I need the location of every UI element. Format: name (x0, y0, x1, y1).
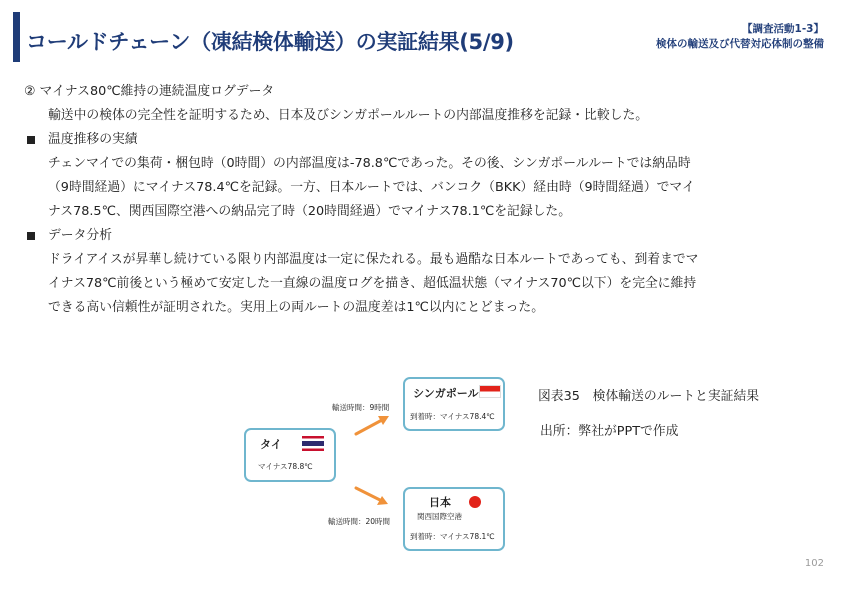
intro-text: 輸送中の検体の完全性を証明するため、日本及びシンガポールルートの内部温度推移を記録・比較した。 (48, 108, 649, 123)
arrow-to-singapore (356, 416, 389, 434)
japan-arrival: 到着時：マイナス78.1℃ (410, 532, 495, 541)
title-accent-bar (13, 12, 20, 62)
japan-airport: 関西国際空港 (417, 512, 462, 521)
section-tag (656, 22, 824, 52)
japan-label: 日本 (429, 496, 451, 509)
figure-caption: 図表35 検体輸送のルートと実証結果 (538, 389, 760, 404)
bullet-line: チェンマイでの集荷・梱包時（0時間）の内部温度は-78.8℃であった。その後、シンガポールルートでは納品時 (48, 156, 691, 171)
bullet-heading: 温度推移の実績 (24, 128, 824, 152)
singapore-transit-time: 輸送時間：9時間 (332, 403, 390, 412)
thailand-flag-icon (302, 436, 324, 451)
section-tag-line1: 【調査活動1-3】 (742, 23, 824, 35)
japan-transit-time: 輸送時間：20時間 (328, 517, 391, 526)
bullet-line: （9時間経過）にマイナス78.4℃を記録。一方、日本ルートでは、バンコク（BKK）経由時（9時間経過）でマイ (48, 180, 695, 195)
page-title: コールドチェーン（凍結検体輸送）の実証結果(5/9) (26, 30, 514, 54)
section-heading: ② マイナス80℃維持の連続温度ログデータ (24, 84, 275, 99)
singapore-arrival: 到着時：マイナス78.4℃ (410, 412, 495, 421)
bullet-line: できる高い信頼性が証明された。実用上の両ルートの温度差は1℃以内にとどまった。 (48, 300, 544, 315)
singapore-label: シンガポール (413, 387, 479, 400)
bullet-heading: データ分析 (24, 224, 824, 248)
thailand-box (244, 428, 336, 482)
bullet-line: ナス78.5℃、関西国際空港への納品完了時（20時間経過）でマイナス78.1℃を記録した。 (48, 204, 572, 219)
thailand-temp: マイナス78.8℃ (258, 462, 313, 471)
singapore-box (403, 377, 505, 431)
arrow-to-japan (356, 488, 388, 505)
bullet-line: ドライアイスが昇華し続けている限り内部温度は一定に保たれる。最も過酷な日本ルートであっても、到着までマ (48, 252, 699, 267)
body-text (24, 80, 824, 320)
japan-flag-icon (469, 496, 481, 508)
japan-box (403, 487, 505, 551)
section-tag-line2: 検体の輸送及び代替対応体制の整備 (656, 38, 824, 50)
thailand-label: タイ (260, 438, 282, 451)
page-number: 102 (804, 558, 824, 569)
bullet-line: イナス78℃前後という極めて安定した一直線の温度ログを描き、超低温状態（マイナス70℃以下）を完全に維持 (48, 276, 697, 291)
singapore-flag-icon (479, 385, 501, 398)
figure-source: 出所：弊社がPPTで作成 (540, 424, 679, 439)
